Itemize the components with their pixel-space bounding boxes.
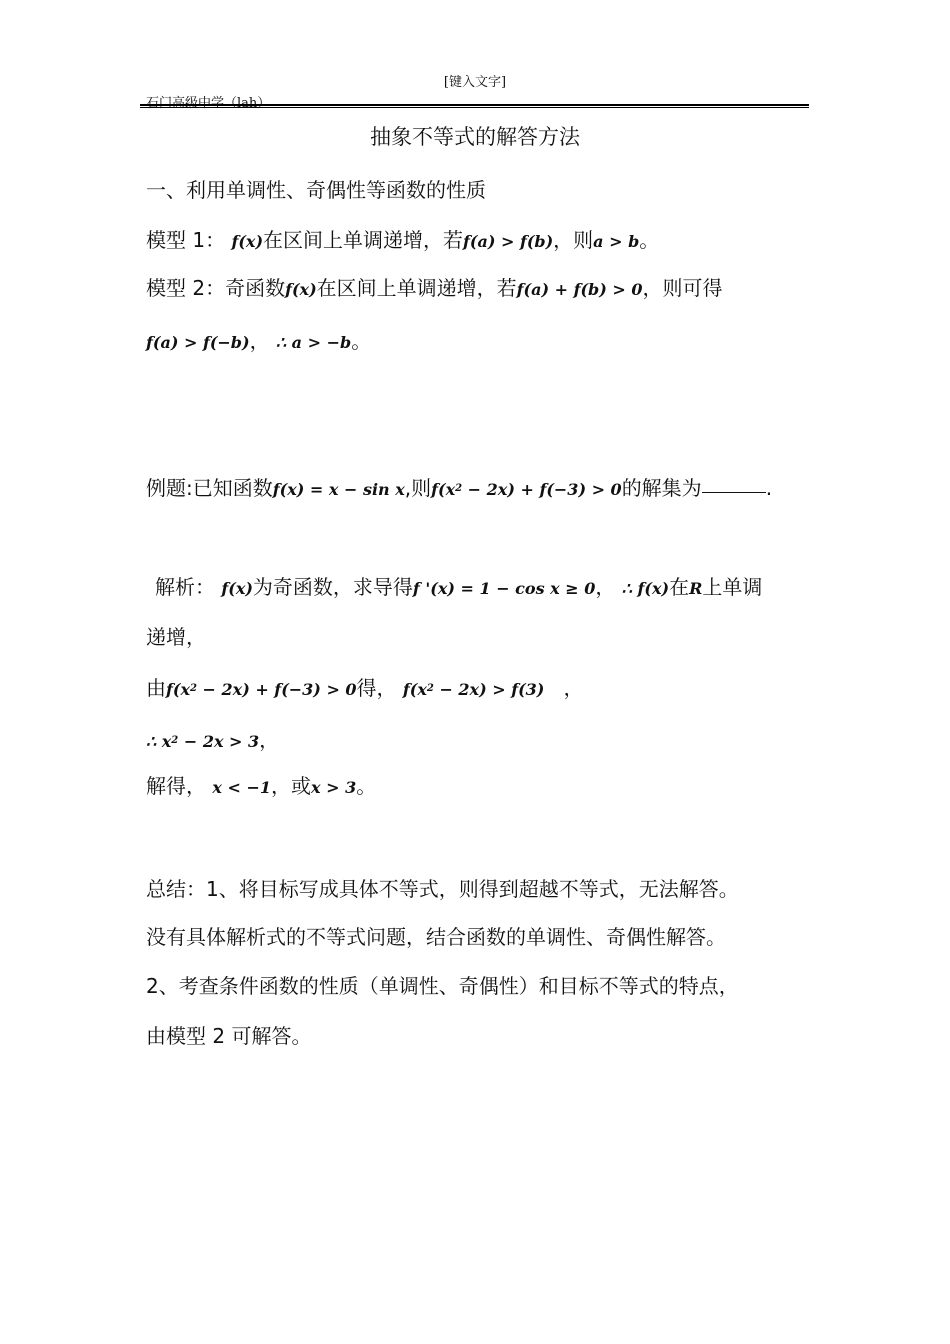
math-part: f(x bbox=[431, 480, 456, 499]
model-1 bbox=[146, 224, 659, 253]
summary-line-1: 总结：1、将目标写成具体不等式，则得到超越不等式，无法解答。 bbox=[146, 877, 739, 901]
model-1-prefix: 模型 1： bbox=[146, 228, 226, 252]
solution-line-2: 递增， bbox=[146, 625, 206, 649]
page-title: 抽象不等式的解答方法 bbox=[370, 125, 580, 149]
header-rule bbox=[140, 104, 809, 108]
solution-text: 为奇函数，求导得 bbox=[252, 575, 413, 599]
model-2-text: 在区间上单调递增，若 bbox=[316, 276, 517, 300]
math-part: f(x bbox=[166, 680, 190, 699]
section-heading: 一、利用单调性、奇偶性等函数的性质 bbox=[146, 178, 486, 202]
comma: ， bbox=[249, 329, 270, 353]
period: . bbox=[765, 476, 773, 500]
math-inequality bbox=[403, 680, 544, 699]
example-prefix: 例题:已知函数 bbox=[146, 476, 273, 500]
comma: ， bbox=[595, 575, 616, 599]
period: 。 bbox=[351, 329, 372, 353]
math-fx: f(x) bbox=[231, 232, 264, 251]
solution-text: 上单调 bbox=[702, 575, 763, 599]
model-2-prefix: 模型 2：奇函数 bbox=[146, 276, 286, 300]
math-condition: f(a) + f(b) > 0 bbox=[516, 280, 643, 299]
math-answer: x > 3 bbox=[310, 778, 357, 797]
summary-line-2: 没有具体解析式的不等式问题，结合函数的单调性、奇偶性解答。 bbox=[146, 925, 726, 949]
superscript: 2 bbox=[190, 683, 197, 694]
solution-text: ，或 bbox=[270, 774, 311, 798]
solution-step-1 bbox=[146, 672, 583, 701]
solution-step-3 bbox=[146, 770, 376, 799]
example-suffix: 的解集为 bbox=[621, 476, 702, 500]
math-part: − 2x > 3 bbox=[178, 732, 260, 751]
solution-line-1 bbox=[155, 571, 762, 600]
period: 。 bbox=[639, 228, 660, 252]
superscript: 2 bbox=[455, 483, 463, 494]
math-condition: f(a) > f(b) bbox=[463, 232, 554, 251]
model-2-line-2 bbox=[146, 325, 371, 354]
math-fx: f(x) bbox=[285, 280, 317, 299]
superscript: 2 bbox=[426, 683, 434, 694]
comma: ， bbox=[259, 728, 280, 752]
solution-prefix: 解析： bbox=[155, 575, 215, 599]
math-expression: f(a) > f(−b) bbox=[146, 333, 250, 352]
model-1-then: ，则 bbox=[553, 228, 594, 252]
superscript: 2 bbox=[171, 735, 179, 746]
solution-step-2 bbox=[146, 724, 279, 753]
answer-blank bbox=[702, 491, 766, 493]
math-result: ∴ a > −b bbox=[275, 333, 352, 352]
summary-line-3: 2、考查条件函数的性质（单调性、奇偶性）和目标不等式的特点， bbox=[146, 974, 739, 998]
math-part: − 2x) > f(3) bbox=[433, 680, 545, 699]
comma: ， bbox=[563, 676, 584, 700]
model-2 bbox=[146, 272, 722, 301]
math-inequality bbox=[146, 732, 259, 751]
math-part: − 2x) + f(−3) > 0 bbox=[462, 480, 622, 499]
example-problem bbox=[146, 472, 772, 501]
math-inequality bbox=[166, 680, 357, 699]
math-function: f(x) = x − sin x bbox=[272, 480, 405, 499]
model-2-then: ，则可得 bbox=[642, 276, 723, 300]
math-fx: f(x) bbox=[221, 579, 253, 598]
example-connector: ,则 bbox=[404, 476, 432, 500]
model-1-text: 在区间上单调递增，若 bbox=[263, 228, 464, 252]
solution-text: 在 bbox=[669, 575, 690, 599]
math-derivative: f '(x) = 1 − cos x ≥ 0 bbox=[412, 579, 596, 598]
math-inequality bbox=[431, 480, 622, 499]
math-real-set: R bbox=[689, 579, 703, 598]
period: 。 bbox=[356, 774, 377, 798]
summary-line-4: 由模型 2 可解答。 bbox=[146, 1024, 312, 1048]
header-center-text: [键入文字] bbox=[443, 75, 507, 90]
math-answer: x < −1 bbox=[212, 778, 271, 797]
solution-text: 由 bbox=[146, 676, 166, 700]
header-school-name: 石门高级中学（lah） bbox=[146, 96, 271, 111]
math-result: a > b bbox=[593, 232, 640, 251]
math-part: f(x bbox=[402, 680, 427, 699]
math-part: ∴ x bbox=[146, 732, 172, 751]
math-part: − 2x) + f(−3) > 0 bbox=[196, 680, 357, 699]
solution-text: 得， bbox=[356, 676, 397, 700]
solution-text: 解得， bbox=[146, 774, 206, 798]
math-monotone: ∴ f(x) bbox=[621, 579, 670, 598]
